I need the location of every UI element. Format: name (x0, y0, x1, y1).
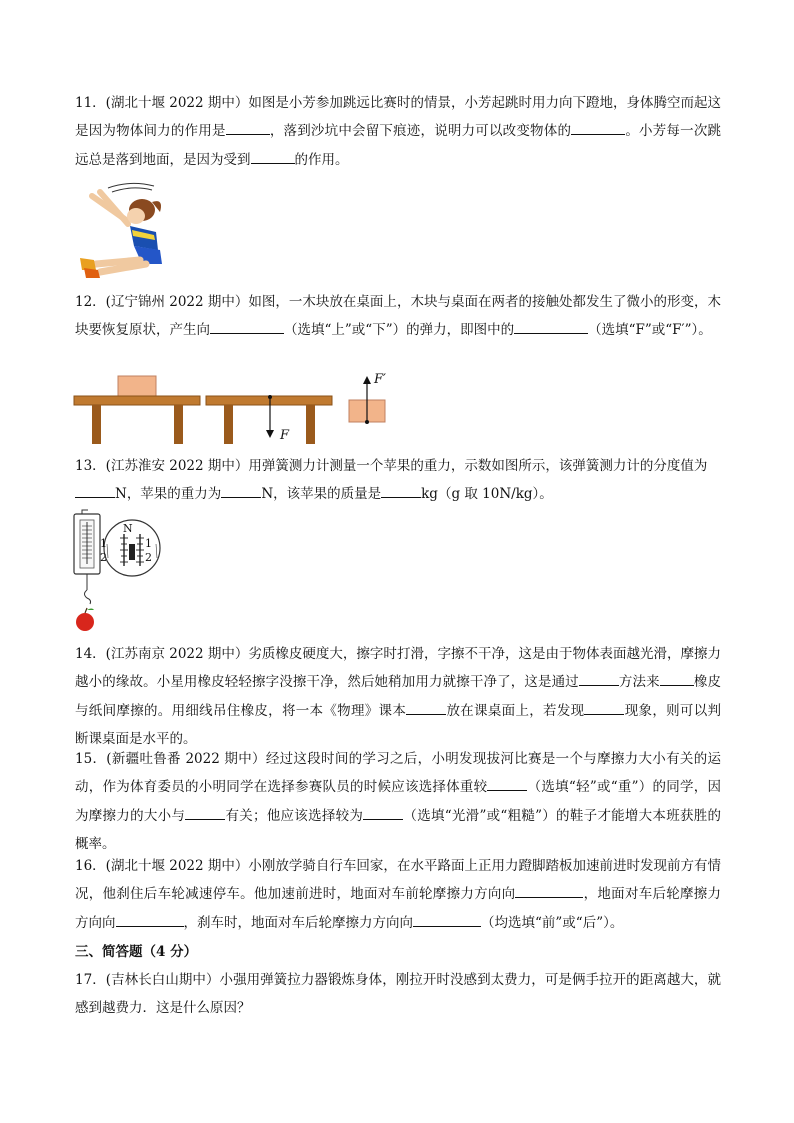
apple-icon (76, 613, 94, 631)
spring-scale-figure (70, 508, 166, 636)
scale-tick-label: 1 (145, 537, 152, 550)
answer-blank[interactable] (75, 483, 115, 498)
long-jump-figure (70, 180, 180, 280)
question-14: 14．(江苏南京 2022 期中）劣质橡皮硬度大，擦字时打滑，字擦不干净，这是由于物体表面越光滑，摩擦力越小的缘故。小星用橡皮轻轻擦字没擦干净，然后她稍加用力就擦干净了，这是通过 方法来 橡皮与纸间摩擦的。用细线吊住橡皮，将一本《物理》课本 放在课桌面上，若发现 现象，则可以判断课桌面是水平的。 (75, 646, 722, 748)
answer-blank[interactable] (584, 700, 624, 715)
answer-blank[interactable] (571, 120, 625, 135)
question-13: 13．(江苏淮安 2022 期中）用弹簧测力计测量一个苹果的重力，示数如图所示，该弹簧测力计的分度值为 N，苹果的重力为 N，该苹果的质量是 kg（g 取 10N/kg）。 (75, 458, 708, 503)
question-16: 16．(湖北十堰 2022 期中）小刚放学骑自行车回家，在水平路面上正用力蹬脚踏板加速前进时发现前方有情况，他刹住后车轮减速停车。他加速前进时，地面对车前轮摩擦力方向向 ，地面对车后轮摩擦力方向向 ，刹车时，地面对车后轮摩擦力方向向 （均选填“前”或“后”）。 (75, 858, 722, 931)
answer-blank[interactable] (579, 671, 619, 686)
scale-unit-label: N (123, 522, 133, 535)
table-top (74, 396, 200, 405)
answer-blank[interactable] (210, 319, 284, 334)
table-leg (92, 405, 101, 444)
answer-blank[interactable] (363, 805, 403, 820)
scale-tick-label: 2 (100, 551, 107, 564)
block (118, 376, 156, 396)
answer-blank[interactable] (514, 319, 588, 334)
answer-blank[interactable] (116, 912, 184, 927)
answer-blank[interactable] (413, 912, 481, 927)
table-leg (174, 405, 183, 444)
answer-blank[interactable] (251, 149, 295, 164)
answer-blank[interactable] (515, 883, 583, 898)
question-12: 12．(辽宁锦州 2022 期中）如图，一木块放在桌面上，木块与桌面在两者的接触处都发生了微小的形变，木块要恢复原状，产生向 （选填“上”或“下”）的弹力，即图中的 （选填“F”或“F′”）。 (75, 294, 721, 339)
free-body-diagram (345, 372, 395, 428)
answer-blank[interactable] (226, 120, 270, 135)
answer-blank[interactable] (185, 805, 225, 820)
answer-blank[interactable] (660, 671, 694, 686)
answer-blank[interactable] (221, 483, 261, 498)
question-15: 15．(新疆吐鲁番 2022 期中）经过这段时间的学习之后，小明发现拔河比赛是一个与摩擦力大小有关的运动，作为体育委员的小明同学在选择参赛队员的时候应该选择体重较 （选填“轻”或“重”）的同学，因为摩擦力的大小与 有关；他应该选择较为 （选填“光滑”或“粗糙”）的鞋子才能增大本班获胜的概率。 (75, 751, 722, 853)
scale-tick-label: 1 (100, 537, 107, 550)
table-leg (224, 405, 233, 444)
answer-blank[interactable] (381, 483, 421, 498)
force-F-prime-label: F′ (374, 372, 386, 387)
question-17: 17．(吉林长白山期中）小强用弹簧拉力器锻炼身体，刚拉开时没感到太费力，可是俩手拉开的距离越大，就感到越费力．这是什么原因？ (75, 972, 721, 1017)
scale-tick-label: 2 (145, 551, 152, 564)
force-F-label: F (280, 428, 290, 443)
section-heading: 三、简答题（4 分） (75, 944, 198, 960)
answer-blank[interactable] (487, 776, 527, 791)
answer-blank[interactable] (406, 700, 446, 715)
table-leg (306, 405, 315, 444)
question-11: 11．(湖北十堰 2022 期中）如图是小芳参加跳远比赛时的情景，小芳起跳时用力向下蹬地，身体腾空而起这是因为物体间力的作用是 ，落到沙坑中会留下痕迹，说明力可以改变物体的 。小芳每一次跳远总是落到地面，是因为受到 的作用。 (75, 95, 722, 168)
